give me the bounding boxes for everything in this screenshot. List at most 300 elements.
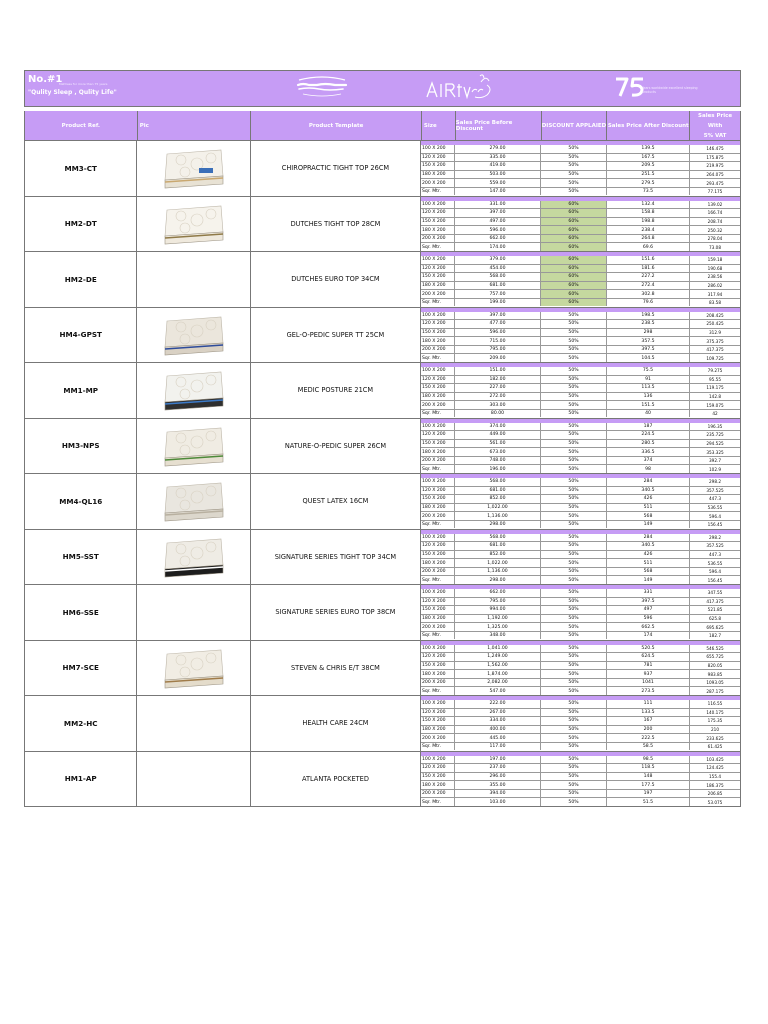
discount-cell: 50% bbox=[541, 764, 607, 772]
size-price-row bbox=[421, 551, 740, 560]
size-cell: 180 X 200 bbox=[421, 282, 455, 290]
price-before-cell: 151.00 bbox=[455, 367, 541, 375]
size-price-row bbox=[421, 201, 740, 210]
size-price-row bbox=[421, 687, 740, 695]
mattress-gel-icon bbox=[161, 313, 227, 357]
size-cell: Sqr. Mtr. bbox=[421, 188, 455, 196]
size-price-row bbox=[421, 798, 740, 806]
size-price-row bbox=[421, 709, 740, 718]
size-cell: 100 X 200 bbox=[421, 756, 455, 764]
price-after-cell: 340.5 bbox=[607, 542, 690, 550]
price-before-cell: 222.00 bbox=[455, 700, 541, 708]
size-price-row bbox=[421, 401, 740, 410]
discount-cell: 50% bbox=[541, 726, 607, 734]
price-before-cell: 795.00 bbox=[455, 346, 541, 354]
size-cell: 150 X 200 bbox=[421, 218, 455, 226]
price-vat-cell: 159.18 bbox=[707, 257, 723, 263]
discount-cell: 60% bbox=[541, 243, 607, 251]
discount-cell: 50% bbox=[541, 465, 607, 473]
price-vat-cell: 536.55 bbox=[707, 505, 723, 511]
size-price-row bbox=[421, 726, 740, 735]
price-after-cell: 1041 bbox=[607, 679, 690, 687]
size-cell: 180 X 200 bbox=[421, 726, 455, 734]
price-after-cell: 238.4 bbox=[607, 226, 690, 234]
size-cell: 120 X 200 bbox=[421, 764, 455, 772]
price-before-cell: 348.00 bbox=[455, 632, 541, 640]
product-picture bbox=[137, 474, 250, 529]
size-price-row bbox=[421, 384, 740, 393]
price-before-cell: 1,249.00 bbox=[455, 653, 541, 661]
product-block bbox=[24, 752, 741, 808]
size-price-row bbox=[421, 521, 740, 529]
discount-cell: 50% bbox=[541, 687, 607, 695]
header-banner bbox=[24, 70, 741, 107]
size-price-row bbox=[421, 504, 740, 513]
product-template: STEVEN & CHRIS E/T 38CM bbox=[251, 641, 421, 696]
size-price-row bbox=[421, 162, 740, 171]
size-price-row bbox=[421, 764, 740, 773]
price-vat-cell: 73.08 bbox=[709, 244, 721, 250]
price-after-cell: 167.5 bbox=[607, 154, 690, 162]
discount-cell: 50% bbox=[541, 504, 607, 512]
price-before-cell: 715.00 bbox=[455, 337, 541, 345]
discount-cell: 50% bbox=[541, 606, 607, 614]
discount-cell: 50% bbox=[541, 179, 607, 187]
price-vat-cell: 156.45 bbox=[707, 522, 723, 528]
price-after-cell: 198.5 bbox=[607, 312, 690, 320]
col-vat-line1: Sales Price With bbox=[698, 112, 733, 129]
price-before-cell: 397.00 bbox=[455, 312, 541, 320]
discount-cell: 50% bbox=[541, 756, 607, 764]
discount-cell: 50% bbox=[541, 393, 607, 401]
price-vat-cell: 820.05 bbox=[707, 662, 723, 668]
discount-cell: 50% bbox=[541, 632, 607, 640]
price-vat-cell: 102.9 bbox=[709, 466, 721, 472]
price-before-cell: 335.00 bbox=[455, 154, 541, 162]
price-before-cell: 673.00 bbox=[455, 448, 541, 456]
size-price-row bbox=[421, 320, 740, 329]
price-before-cell: 103.00 bbox=[455, 798, 541, 806]
tagline: "Qulity Sleep , Qulity Life" bbox=[28, 89, 117, 96]
price-vat-cell: 353.325 bbox=[706, 449, 724, 455]
size-cell: 200 X 200 bbox=[421, 734, 455, 742]
size-cell: 180 X 200 bbox=[421, 337, 455, 345]
price-after-cell: 273.5 bbox=[607, 687, 690, 695]
price-vat-cell: 536.55 bbox=[707, 560, 723, 566]
price-vat-cell: 42 bbox=[712, 411, 718, 417]
price-vat-cell: 77.175 bbox=[707, 189, 723, 195]
discount-cell: 50% bbox=[541, 145, 607, 153]
price-before-cell: 596.00 bbox=[455, 329, 541, 337]
price-vat-cell: 286.02 bbox=[707, 283, 723, 289]
mattress-dutches-tight-icon bbox=[161, 202, 227, 246]
price-after-cell: 568 bbox=[607, 568, 690, 576]
size-price-row bbox=[421, 645, 740, 654]
size-price-row bbox=[421, 679, 740, 688]
price-before-cell: 209.00 bbox=[455, 354, 541, 362]
size-cell: 150 X 200 bbox=[421, 495, 455, 503]
price-before-cell: 182.00 bbox=[455, 376, 541, 384]
price-before-cell: 2,082.00 bbox=[455, 679, 541, 687]
product-block bbox=[24, 252, 741, 308]
price-before-cell: 1,022.00 bbox=[455, 559, 541, 567]
size-price-row bbox=[421, 743, 740, 751]
price-after-cell: 298 bbox=[607, 329, 690, 337]
product-ref: MM2-HC bbox=[25, 696, 137, 751]
size-price-row bbox=[421, 773, 740, 782]
price-before-cell: 298.00 bbox=[455, 521, 541, 529]
price-vat-cell: 95.55 bbox=[709, 376, 721, 382]
price-after-cell: 264.8 bbox=[607, 235, 690, 243]
mattress-signature-tight-icon bbox=[161, 535, 227, 579]
product-block bbox=[24, 530, 741, 586]
product-ref: MM1-MP bbox=[25, 363, 137, 418]
discount-cell: 50% bbox=[541, 320, 607, 328]
price-after-cell: 624.5 bbox=[607, 653, 690, 661]
size-price-row bbox=[421, 487, 740, 496]
price-after-cell: 51.5 bbox=[607, 798, 690, 806]
discount-cell: 60% bbox=[541, 282, 607, 290]
size-cell: 120 X 200 bbox=[421, 431, 455, 439]
price-after-cell: 69.6 bbox=[607, 243, 690, 251]
col-vat-line2: 5% VAT bbox=[703, 132, 727, 139]
price-before-cell: 561.00 bbox=[455, 440, 541, 448]
size-price-row bbox=[421, 423, 740, 432]
price-before-cell: 1,562.00 bbox=[455, 662, 541, 670]
discount-cell: 50% bbox=[541, 679, 607, 687]
discount-cell: 60% bbox=[541, 265, 607, 273]
price-before-cell: 559.00 bbox=[455, 179, 541, 187]
price-before-cell: 400.00 bbox=[455, 726, 541, 734]
price-vat-cell: 83.58 bbox=[709, 300, 721, 306]
product-list bbox=[24, 141, 741, 807]
product-template: GEL-O-PEDIC SUPER TT 25CM bbox=[251, 308, 421, 363]
product-ref: HM5-SST bbox=[25, 530, 137, 585]
price-after-cell: 58.5 bbox=[607, 743, 690, 751]
size-cell: 180 X 200 bbox=[421, 559, 455, 567]
price-before-cell: 596.00 bbox=[455, 226, 541, 234]
price-before-cell: 237.00 bbox=[455, 764, 541, 772]
product-block bbox=[24, 585, 741, 641]
size-cell: 180 X 200 bbox=[421, 448, 455, 456]
size-price-row bbox=[421, 329, 740, 338]
discount-cell: 50% bbox=[541, 551, 607, 559]
discount-cell: 50% bbox=[541, 354, 607, 362]
price-after-cell: 104.5 bbox=[607, 354, 690, 362]
price-before-cell: 477.00 bbox=[455, 320, 541, 328]
price-after-cell: 187 bbox=[607, 423, 690, 431]
price-after-cell: 280.5 bbox=[607, 440, 690, 448]
price-before-cell: 296.00 bbox=[455, 773, 541, 781]
product-block bbox=[24, 141, 741, 197]
size-price-row bbox=[421, 145, 740, 154]
price-after-cell: 151.5 bbox=[607, 401, 690, 409]
price-after-cell: 781 bbox=[607, 662, 690, 670]
size-price-row bbox=[421, 623, 740, 632]
discount-cell: 50% bbox=[541, 717, 607, 725]
discount-cell: 50% bbox=[541, 534, 607, 542]
size-cell: 120 X 200 bbox=[421, 709, 455, 717]
discount-cell: 50% bbox=[541, 615, 607, 623]
product-ref: HM3-NPS bbox=[25, 419, 137, 474]
price-after-cell: 98.5 bbox=[607, 756, 690, 764]
price-after-cell: 511 bbox=[607, 504, 690, 512]
product-block bbox=[24, 363, 741, 419]
size-price-row bbox=[421, 568, 740, 577]
size-price-row bbox=[421, 465, 740, 473]
price-before-cell: 397.00 bbox=[455, 209, 541, 217]
product-picture bbox=[137, 308, 250, 363]
price-vat-cell: 103.425 bbox=[706, 756, 724, 762]
price-before-cell: 852.00 bbox=[455, 495, 541, 503]
price-vat-cell: 250.425 bbox=[706, 321, 724, 327]
discount-cell: 50% bbox=[541, 521, 607, 529]
price-after-cell: 75.5 bbox=[607, 367, 690, 375]
product-picture bbox=[137, 696, 250, 751]
size-price-row bbox=[421, 542, 740, 551]
product-picture bbox=[137, 197, 250, 252]
size-price-row bbox=[421, 209, 740, 218]
price-vat-cell: 109.725 bbox=[706, 355, 724, 361]
price-before-cell: 1,022.00 bbox=[455, 504, 541, 512]
discount-cell: 50% bbox=[541, 423, 607, 431]
product-ref: HM2-DT bbox=[25, 197, 137, 252]
size-cell: 180 X 200 bbox=[421, 781, 455, 789]
price-vat-cell: 655.725 bbox=[706, 654, 724, 660]
price-after-cell: 148 bbox=[607, 773, 690, 781]
size-cell: 120 X 200 bbox=[421, 598, 455, 606]
size-cell: 200 X 200 bbox=[421, 401, 455, 409]
discount-cell: 50% bbox=[541, 662, 607, 670]
price-after-cell: 177.5 bbox=[607, 781, 690, 789]
size-cell: Sqr. Mtr. bbox=[421, 632, 455, 640]
size-price-row bbox=[421, 282, 740, 291]
size-cell: 200 X 200 bbox=[421, 679, 455, 687]
size-price-row bbox=[421, 653, 740, 662]
product-block bbox=[24, 641, 741, 697]
size-price-row bbox=[421, 235, 740, 244]
price-before-cell: 748.00 bbox=[455, 457, 541, 465]
airtycom-logo bbox=[423, 73, 495, 103]
size-cell: 100 X 200 bbox=[421, 312, 455, 320]
size-price-row bbox=[421, 299, 740, 307]
mattress-steven-chris-icon bbox=[161, 646, 227, 690]
price-vat-cell: 357.525 bbox=[706, 487, 724, 493]
price-after-cell: 98 bbox=[607, 465, 690, 473]
size-price-row bbox=[421, 226, 740, 235]
product-template: HEALTH CARE 24CM bbox=[251, 696, 421, 751]
price-after-cell: 284 bbox=[607, 534, 690, 542]
product-block bbox=[24, 419, 741, 475]
discount-cell: 50% bbox=[541, 367, 607, 375]
price-before-cell: 355.00 bbox=[455, 781, 541, 789]
size-cell: 100 X 200 bbox=[421, 367, 455, 375]
size-cell: 120 X 200 bbox=[421, 209, 455, 217]
product-ref: HM2-DE bbox=[25, 252, 137, 307]
price-after-cell: 209.5 bbox=[607, 162, 690, 170]
discount-cell: 50% bbox=[541, 440, 607, 448]
discount-cell: 50% bbox=[541, 645, 607, 653]
size-price-row bbox=[421, 734, 740, 743]
size-price-row bbox=[421, 154, 740, 163]
discount-cell: 50% bbox=[541, 188, 607, 196]
size-cell: 150 X 200 bbox=[421, 162, 455, 170]
size-price-row bbox=[421, 448, 740, 457]
price-grid bbox=[421, 197, 740, 252]
price-after-cell: 113.5 bbox=[607, 384, 690, 392]
price-after-cell: 340.5 bbox=[607, 487, 690, 495]
price-vat-cell: 312.9 bbox=[709, 329, 721, 335]
product-picture bbox=[137, 530, 250, 585]
price-before-cell: 497.00 bbox=[455, 218, 541, 226]
price-before-cell: 681.00 bbox=[455, 282, 541, 290]
price-before-cell: 196.00 bbox=[455, 465, 541, 473]
price-grid bbox=[421, 363, 740, 418]
product-template: ATLANTA POCKETED bbox=[251, 752, 421, 807]
price-vat-cell: 278.04 bbox=[707, 236, 723, 242]
price-vat-cell: 206.85 bbox=[707, 791, 723, 797]
size-cell: Sqr. Mtr. bbox=[421, 243, 455, 251]
size-cell: 120 X 200 bbox=[421, 487, 455, 495]
price-before-cell: 547.00 bbox=[455, 687, 541, 695]
price-vat-cell: 983.85 bbox=[707, 671, 723, 677]
col-product-ref: Product Ref. bbox=[25, 111, 138, 140]
price-before-cell: 227.00 bbox=[455, 384, 541, 392]
price-after-cell: 167 bbox=[607, 717, 690, 725]
size-cell: 200 X 200 bbox=[421, 623, 455, 631]
size-cell: 150 X 200 bbox=[421, 551, 455, 559]
product-picture bbox=[137, 752, 250, 807]
size-cell: 100 X 200 bbox=[421, 201, 455, 209]
size-cell: 150 X 200 bbox=[421, 273, 455, 281]
price-grid bbox=[421, 585, 740, 640]
price-vat-cell: 447.3 bbox=[709, 496, 721, 502]
price-grid bbox=[421, 419, 740, 474]
price-after-cell: 568 bbox=[607, 512, 690, 520]
size-cell: Sqr. Mtr. bbox=[421, 687, 455, 695]
size-cell: 120 X 200 bbox=[421, 376, 455, 384]
product-ref: HM1-AP bbox=[25, 752, 137, 807]
discount-cell: 50% bbox=[541, 709, 607, 717]
price-after-cell: 222.5 bbox=[607, 734, 690, 742]
price-before-cell: 1,041.00 bbox=[455, 645, 541, 653]
price-after-cell: 251.5 bbox=[607, 171, 690, 179]
discount-cell: 60% bbox=[541, 256, 607, 264]
price-vat-cell: 79.275 bbox=[707, 368, 723, 374]
product-block bbox=[24, 197, 741, 253]
discount-cell: 50% bbox=[541, 700, 607, 708]
size-price-row bbox=[421, 478, 740, 487]
size-price-row bbox=[421, 354, 740, 362]
product-block bbox=[24, 696, 741, 752]
price-grid bbox=[421, 641, 740, 696]
size-price-row bbox=[421, 273, 740, 282]
discount-cell: 60% bbox=[541, 273, 607, 281]
size-price-row bbox=[421, 632, 740, 640]
product-picture bbox=[137, 252, 250, 307]
price-vat-cell: 196.35 bbox=[707, 423, 723, 429]
price-vat-cell: 142.8 bbox=[709, 394, 721, 400]
product-template: CHIROPRACTIC TIGHT TOP 26CM bbox=[251, 141, 421, 196]
size-price-row bbox=[421, 534, 740, 543]
price-vat-cell: 596.4 bbox=[709, 513, 721, 519]
product-template: MEDIC POSTURE 21CM bbox=[251, 363, 421, 418]
discount-cell: 60% bbox=[541, 218, 607, 226]
size-cell: 180 X 200 bbox=[421, 226, 455, 234]
price-vat-cell: 53.075 bbox=[707, 799, 723, 805]
price-vat-cell: 61.425 bbox=[707, 744, 723, 750]
product-picture bbox=[137, 641, 250, 696]
size-cell: 200 X 200 bbox=[421, 568, 455, 576]
price-after-cell: 397.5 bbox=[607, 598, 690, 606]
discount-cell: 50% bbox=[541, 478, 607, 486]
size-price-row bbox=[421, 662, 740, 671]
discount-cell: 50% bbox=[541, 337, 607, 345]
price-after-cell: 158.8 bbox=[607, 209, 690, 217]
col-size: Size bbox=[422, 111, 456, 140]
price-after-cell: 357.5 bbox=[607, 337, 690, 345]
price-after-cell: 426 bbox=[607, 551, 690, 559]
size-cell: 200 X 200 bbox=[421, 790, 455, 798]
price-before-cell: 331.00 bbox=[455, 201, 541, 209]
price-vat-cell: 208.74 bbox=[707, 218, 723, 224]
discount-cell: 50% bbox=[541, 346, 607, 354]
discount-cell: 50% bbox=[541, 790, 607, 798]
price-vat-cell: 287.175 bbox=[706, 688, 724, 694]
size-price-row bbox=[421, 790, 740, 799]
discount-cell: 60% bbox=[541, 201, 607, 209]
product-block bbox=[24, 474, 741, 530]
size-cell: 120 X 200 bbox=[421, 265, 455, 273]
discount-cell: 50% bbox=[541, 598, 607, 606]
price-vat-cell: 238.56 bbox=[707, 274, 723, 280]
price-after-cell: 397.5 bbox=[607, 346, 690, 354]
discount-cell: 50% bbox=[541, 798, 607, 806]
price-after-cell: 238.5 bbox=[607, 320, 690, 328]
price-before-cell: 174.00 bbox=[455, 243, 541, 251]
discount-cell: 50% bbox=[541, 568, 607, 576]
price-after-cell: 111 bbox=[607, 700, 690, 708]
size-cell: Sqr. Mtr. bbox=[421, 798, 455, 806]
discount-cell: 60% bbox=[541, 209, 607, 217]
price-after-cell: 520.5 bbox=[607, 645, 690, 653]
price-vat-cell: 347.55 bbox=[707, 590, 723, 596]
price-before-cell: 852.00 bbox=[455, 551, 541, 559]
price-sheet bbox=[24, 70, 741, 807]
product-picture bbox=[137, 363, 250, 418]
size-cell: 100 X 200 bbox=[421, 645, 455, 653]
price-after-cell: 132.4 bbox=[607, 201, 690, 209]
price-before-cell: 80.00 bbox=[455, 410, 541, 418]
price-before-cell: 419.00 bbox=[455, 162, 541, 170]
discount-cell: 50% bbox=[541, 670, 607, 678]
price-before-cell: 1,136.00 bbox=[455, 512, 541, 520]
size-cell: 100 X 200 bbox=[421, 423, 455, 431]
product-ref: MM3-CT bbox=[25, 141, 137, 196]
price-before-cell: 662.00 bbox=[455, 235, 541, 243]
discount-cell: 50% bbox=[541, 487, 607, 495]
discount-cell: 50% bbox=[541, 171, 607, 179]
size-price-row bbox=[421, 367, 740, 376]
price-after-cell: 224.5 bbox=[607, 431, 690, 439]
price-vat-cell: 417.375 bbox=[706, 347, 724, 353]
price-after-cell: 136 bbox=[607, 393, 690, 401]
size-price-row bbox=[421, 265, 740, 274]
product-template: SIGNATURE SERIES EURO TOP 38CM bbox=[251, 585, 421, 640]
price-vat-cell: 546.525 bbox=[706, 645, 724, 651]
price-vat-cell: 375.375 bbox=[706, 338, 724, 344]
price-before-cell: 994.00 bbox=[455, 606, 541, 614]
